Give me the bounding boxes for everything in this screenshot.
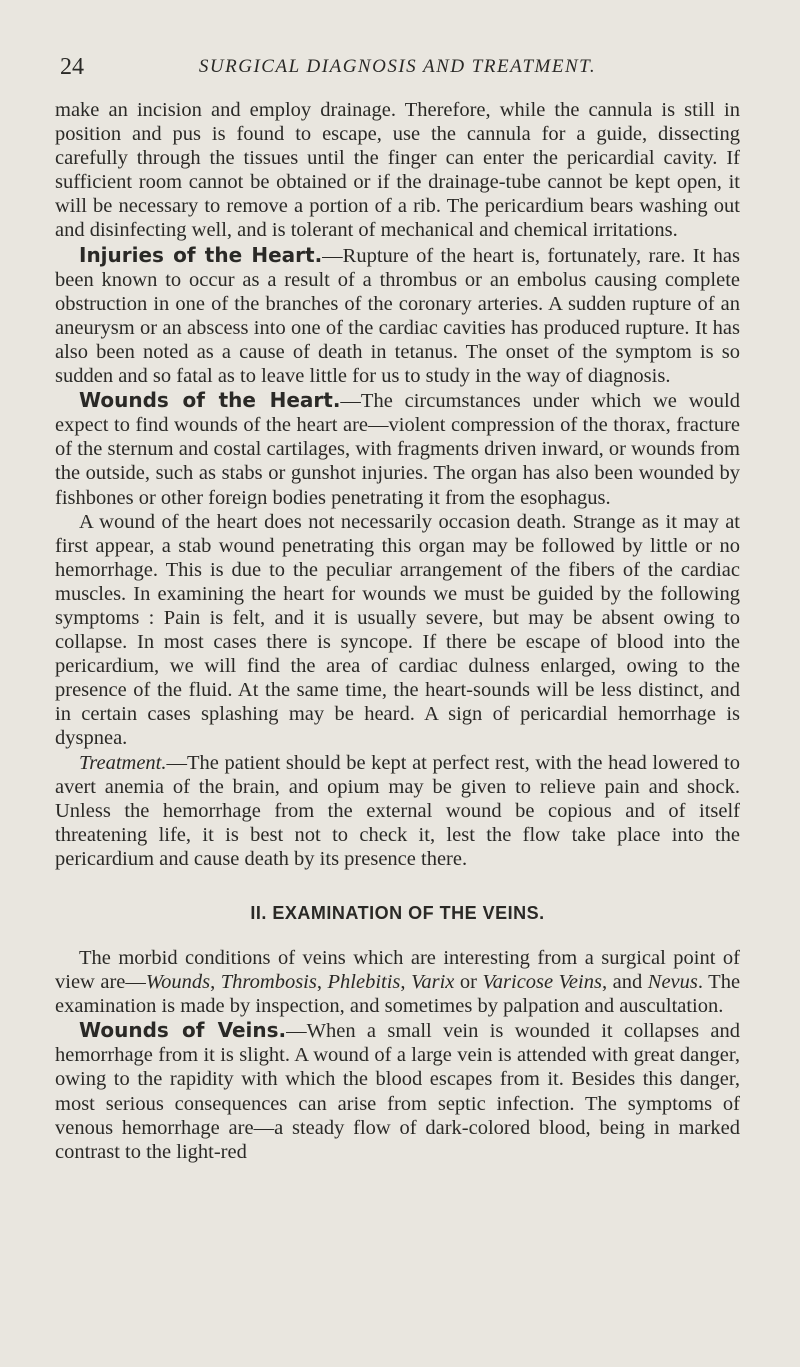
- heading-wounds-of-heart: Wounds of the Heart.: [79, 388, 341, 413]
- text-injuries-of-heart: —Rupture of the heart is, fortunately, rare. It has been known to occur as a result of a thrombus or an embolus causing complete obstruction in one of the branches of the coronary arteries. A sudden rupture of an aneurysm or an abscess into one of the cardiac cavities has produced rupture. It has also been noted as a cause of death in tetanus. The onset of the symptom is so sudden and so fatal as to leave little for us to study in the way of diagnosis.: [55, 244, 740, 388]
- text-treatment: —The patient should be kept at perfect rest, with the head lowered to avert anemia of the brain, and opium may be given to relieve pain and shock. Unless the hemorrhage from the external wound be copious and of itself threatening life, it is best not to check it, lest the flow take place into the pericardium and cause death by its presence there.: [55, 751, 740, 870]
- page-body: [55, 98, 740, 1164]
- separator: ,: [316, 971, 328, 994]
- separator: , and: [601, 971, 648, 994]
- paragraph-veins-conditions: [55, 946, 740, 1018]
- page-number: 24: [60, 54, 84, 80]
- term-thrombosis: Thrombosis: [220, 971, 317, 994]
- term-wounds: Wounds: [145, 971, 211, 994]
- paragraph-heart-wound-symptoms: A wound of the heart does not necessarily occasion death. Strange as it may at first appear, a stab wound penetrating this organ may be followed by little or no hemorrhage. This is due to the peculiar arrangement of the fibers of the cardiac muscles. In examining the heart for wounds we must be guided by the following symptoms : Pain is felt, and it is usually severe, but may be absent owing to collapse. In most cases there is syncope. If there be escape of blood into the pericardium, we will find the area of cardiac dulness enlarged, owing to the presence of the fluid. At the same time, the heart-sounds will be less distinct, and in certain cases splashing may be heard. A sign of pericardial hemorrhage is dyspnea.: [55, 510, 740, 750]
- page-header: [55, 52, 740, 82]
- book-page: [0, 52, 800, 1367]
- running-head: SURGICAL DIAGNOSIS AND TREATMENT.: [198, 56, 597, 77]
- text-veins-examination: . The examination is made by inspection, and sometimes by palpation and auscultation.: [55, 971, 741, 1018]
- paragraph-wounds-of-heart: [55, 388, 740, 509]
- term-phlebitis: Phlebitis: [327, 971, 401, 994]
- paragraph-wounds-of-veins: [55, 1018, 740, 1164]
- paragraph-treatment: [55, 751, 740, 871]
- paragraph-drainage: make an incision and employ drainage. Therefore, while the cannula is still in position and pus is found to escape, use the cannula for a guide, dissecting carefully through the tissues until the finger can enter the pericardial cavity. If sufficient room cannot be obtained or if the drainage-tube cannot be kept open, it will be necessary to remove a portion of a rib. The pericardium bears washing out and disinfecting well, and is tolerant of mechanical and chemical irritations.: [55, 99, 740, 242]
- separator: ,: [210, 971, 221, 994]
- heading-wounds-of-veins: Wounds of Veins.: [79, 1018, 287, 1043]
- separator: or: [454, 971, 483, 994]
- term-varix: Varix: [411, 971, 455, 994]
- paragraph-injuries-of-heart: [55, 243, 740, 389]
- heading-treatment: Treatment.: [79, 751, 167, 774]
- term-varicose-veins: Varicose Veins: [482, 971, 602, 994]
- term-nevus: Nevus: [647, 971, 698, 994]
- text-wounds-of-veins: —When a small vein is wounded it collapses and hemorrhage from it is slight. A wound of a large vein is attended with great danger, owing to the rapidity with which the blood escapes from it. Besides this danger, most serious consequences can arise from septic infection. The symptoms of venous hemorrhage are—a steady flow of dark-colored blood, being in marked contrast to the light-red: [55, 1020, 741, 1163]
- section-heading-veins: II. EXAMINATION OF THE VEINS.: [250, 903, 545, 923]
- text-wounds-of-heart: —The circumstances under which we would expect to find wounds of the heart are—violent compression of the thorax, fracture of the sternum and costal cartilages, with fragments driven inward, or wounds from the outside, such as stabs or gunshot injuries. The organ has also been wounded by fishbones or other foreign bodies penetrating it from the esophagus.: [55, 390, 740, 509]
- heading-injuries-of-heart: Injuries of the Heart.: [79, 242, 323, 267]
- separator: ,: [400, 971, 412, 994]
- text-veins-intro: The morbid conditions of veins which are interesting from a surgical point of view are—: [55, 947, 740, 994]
